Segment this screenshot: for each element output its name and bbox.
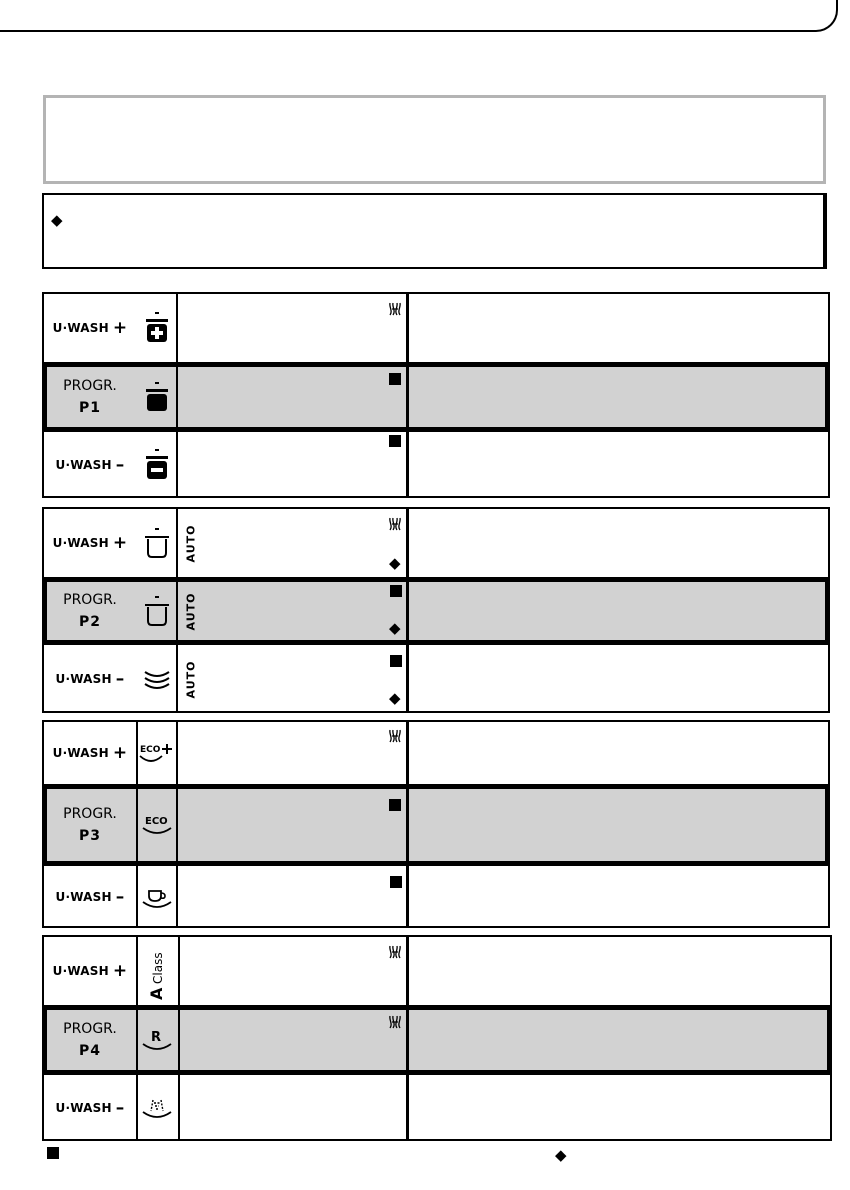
auto-label: AUTO — [184, 524, 198, 562]
table-row — [44, 1075, 830, 1141]
uwash-minus-label: U·WASH – — [55, 669, 125, 689]
note-box — [42, 193, 827, 269]
glass-icon — [136, 1075, 178, 1141]
program-group-p4 — [42, 935, 832, 1141]
diamond-icon: ◆ — [389, 619, 401, 637]
program-p1-label: PROGR. P1 — [63, 378, 117, 416]
program-group-p1 — [42, 292, 830, 498]
square-marker — [390, 585, 402, 597]
table-row — [44, 364, 828, 430]
uwash-plus-label: U·WASH + — [52, 961, 128, 981]
program-group-p2 — [42, 507, 830, 713]
table-row — [44, 645, 828, 713]
diamond-icon: ◆ — [389, 554, 401, 572]
auto-label: AUTO — [184, 592, 198, 630]
uwash-minus-label: U·WASH – — [55, 1098, 125, 1118]
legend-square-marker — [47, 1147, 59, 1159]
auto-label: AUTO — [184, 660, 198, 698]
uwash-minus-label: U·WASH – — [55, 887, 125, 907]
hardness-icon — [388, 517, 402, 531]
eco-plus-icon — [136, 722, 178, 784]
pot-minus-icon — [136, 432, 178, 498]
square-marker — [389, 799, 401, 811]
square-marker — [390, 655, 402, 667]
table-row — [44, 509, 828, 577]
pot-plus-icon — [136, 294, 178, 362]
table-row — [44, 866, 828, 928]
uwash-plus-label: U·WASH + — [52, 743, 128, 763]
program-p4-label: PROGR. P4 — [63, 1021, 117, 1059]
uwash-plus-label: U·WASH + — [52, 533, 128, 553]
svg-text:R: R — [151, 1030, 162, 1045]
svg-text:Class: Class — [151, 952, 165, 984]
program-group-p3 — [42, 720, 830, 928]
table-row — [44, 294, 828, 362]
cup-icon — [136, 866, 178, 928]
pot-filled-icon — [136, 364, 178, 430]
header-box — [43, 95, 826, 184]
uwash-minus-label: U·WASH – — [55, 455, 125, 475]
table-row — [44, 722, 828, 784]
square-marker — [390, 876, 402, 888]
hardness-icon — [388, 1015, 402, 1029]
hardness-icon — [388, 729, 402, 743]
program-p3-label: PROGR. P3 — [63, 806, 117, 844]
svg-text:ECO: ECO — [140, 745, 161, 755]
table-row — [44, 432, 828, 498]
uwash-plus-label: U·WASH + — [52, 318, 128, 338]
table-row — [44, 937, 830, 1005]
square-marker — [389, 373, 401, 385]
diamond-icon: ◆ — [389, 689, 401, 707]
table-row — [44, 1007, 830, 1073]
r-icon — [136, 1007, 178, 1073]
program-p2-label: PROGR. P2 — [63, 592, 117, 630]
svg-text:ECO: ECO — [145, 816, 168, 827]
waves-icon — [136, 645, 178, 713]
table-row — [44, 786, 828, 864]
diamond-icon: ◆ — [51, 211, 63, 229]
pot-outline-icon — [136, 579, 178, 643]
square-marker — [389, 435, 401, 447]
page-corner-line — [0, 0, 838, 32]
eco-icon — [136, 786, 178, 864]
hardness-icon — [388, 302, 402, 316]
hardness-icon — [388, 945, 402, 959]
table-row — [44, 579, 828, 643]
svg-text:A: A — [147, 987, 166, 1000]
pot-outline-icon — [136, 509, 178, 577]
a-class-icon — [136, 937, 178, 1005]
legend-diamond-icon: ◆ — [555, 1146, 567, 1164]
